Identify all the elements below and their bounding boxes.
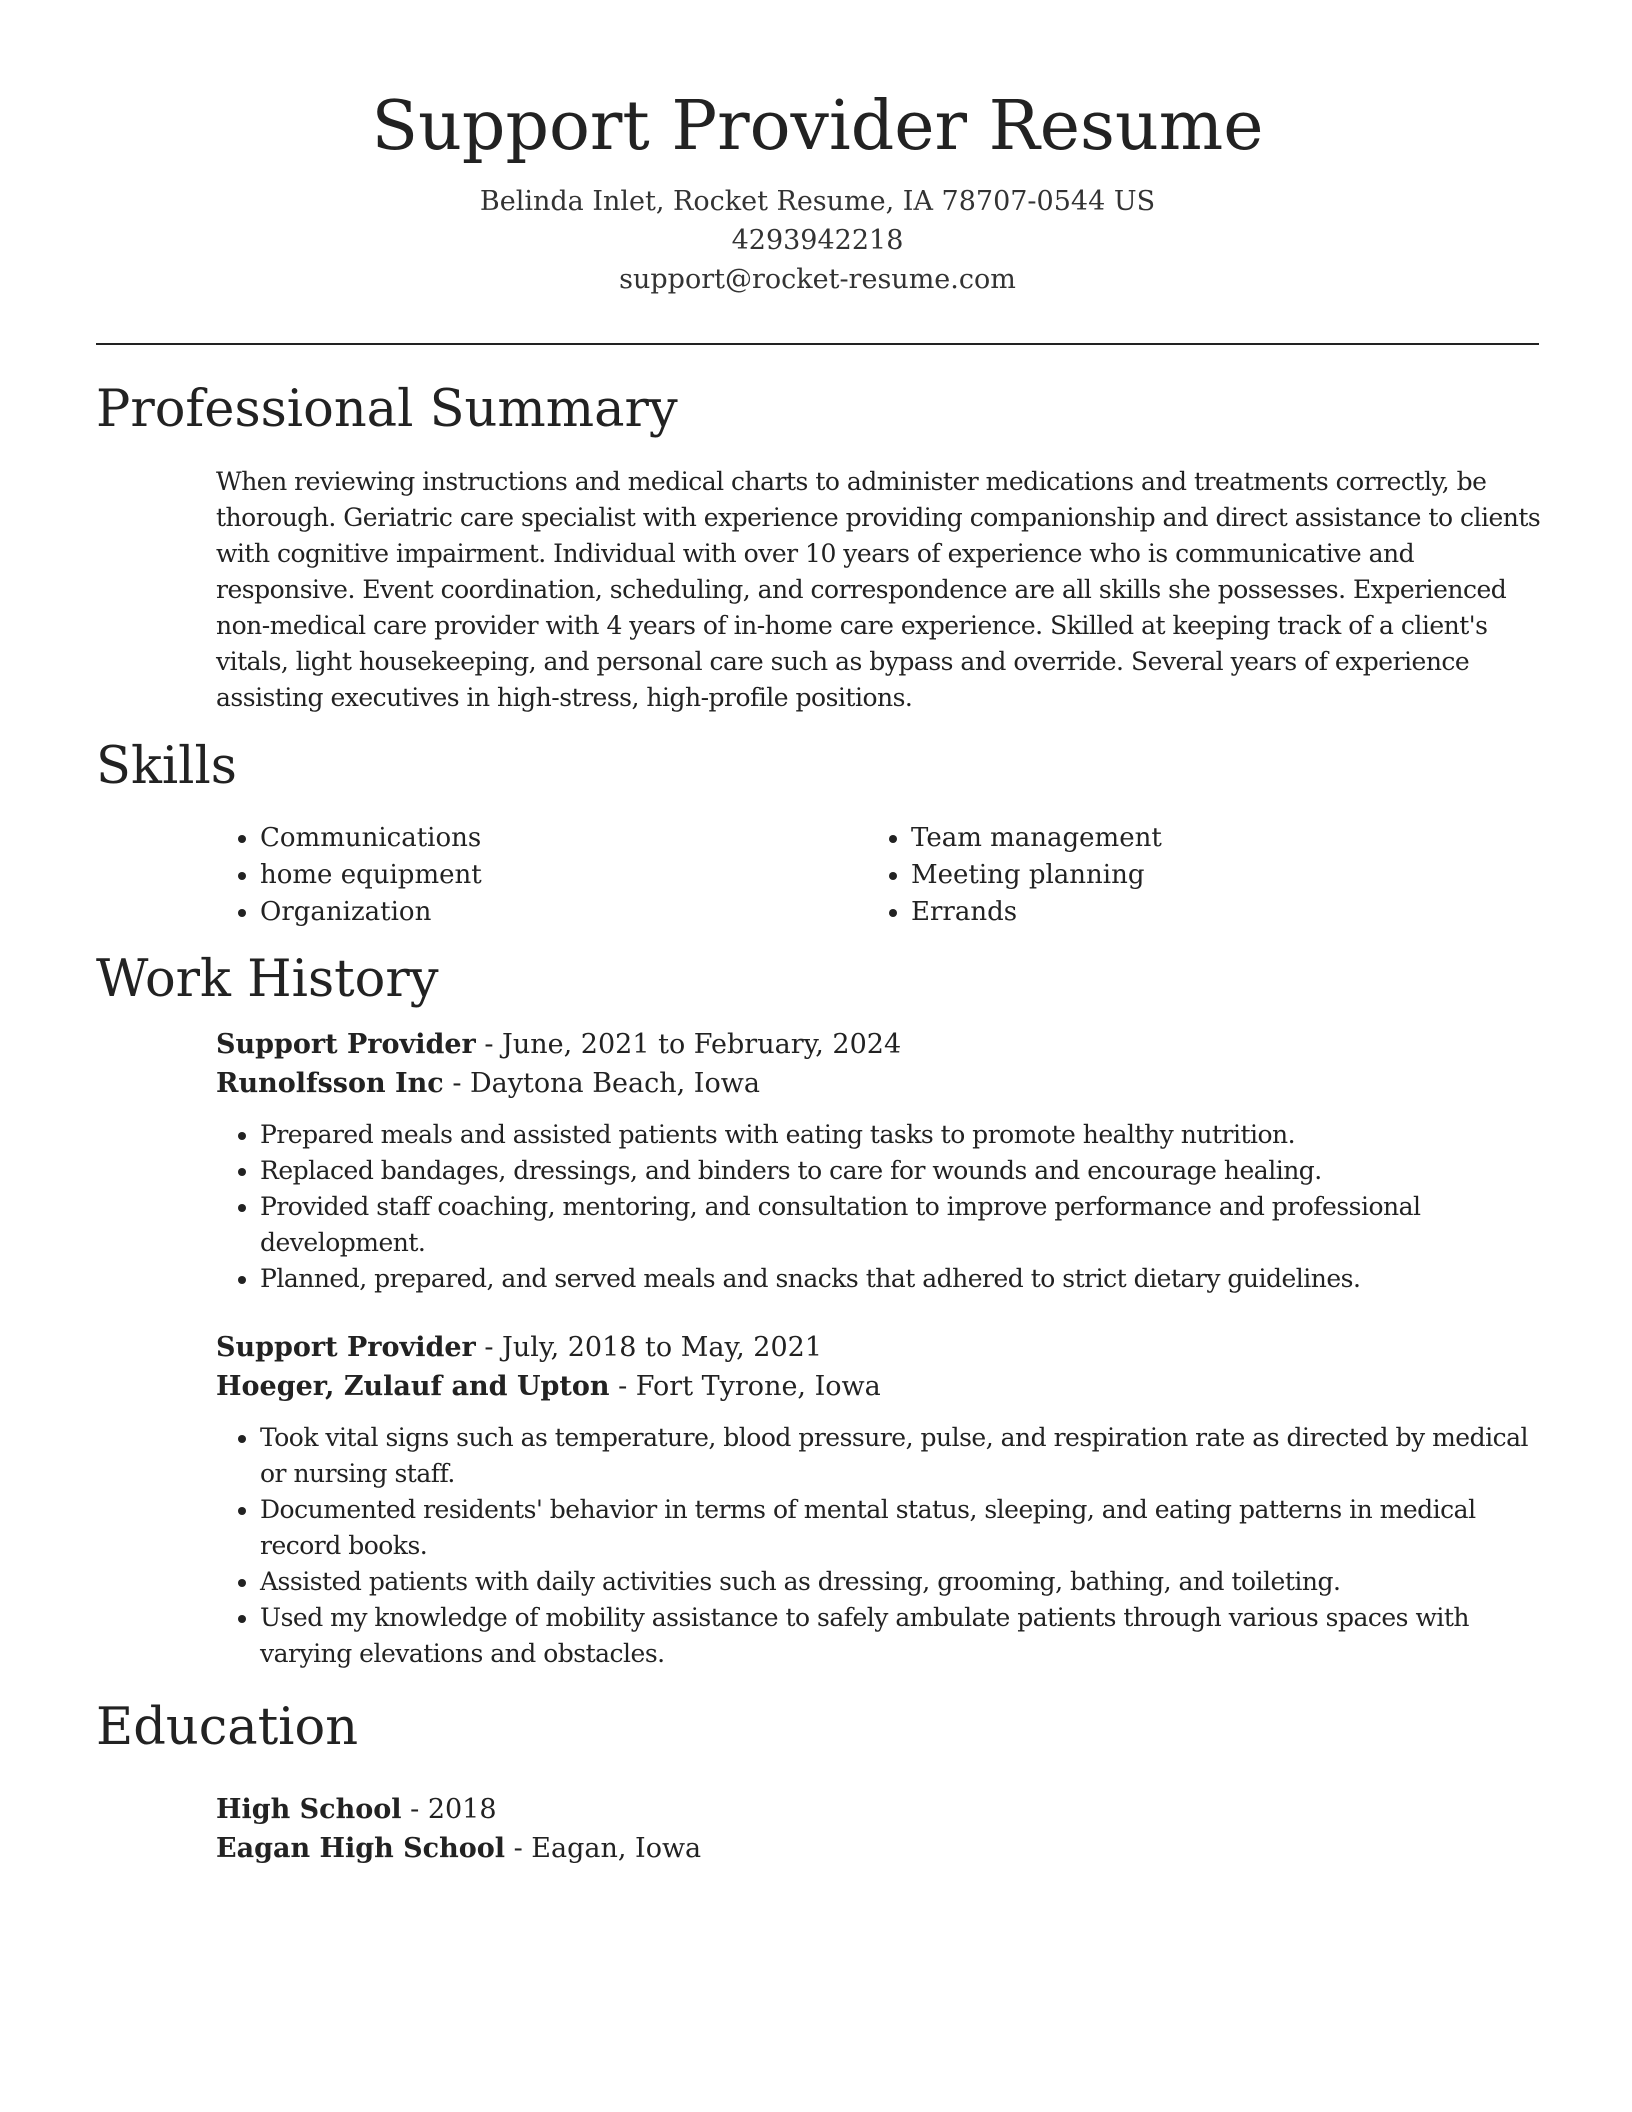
skills-column-left <box>216 820 867 931</box>
job-company-line <box>216 1064 1541 1103</box>
job-title-line <box>216 1328 1541 1367</box>
contact-info <box>96 182 1539 299</box>
job-duty: • Documented residents' behavior in terms of mental status, sleeping, and eating patterns in medical record books. <box>260 1492 1541 1564</box>
job-duties <box>216 1117 1541 1297</box>
job-entry <box>216 1025 1541 1297</box>
skill-item: • Organization <box>260 894 867 931</box>
job-dates: - June, 2021 to February, 2024 <box>475 1029 902 1060</box>
contact-address: Belinda Inlet, Rocket Resume, IA 78707-0544 US <box>479 186 1156 217</box>
summary-heading: Professional Summary <box>96 380 678 439</box>
skill-item: • home equipment <box>260 857 867 894</box>
work-history-heading: Work History <box>96 950 439 1009</box>
job-duty: • Prepared meals and assisted patients with eating tasks to promote healthy nutrition. <box>260 1117 1541 1153</box>
education-degree: High School <box>216 1794 402 1825</box>
education-heading: Education <box>96 1698 359 1757</box>
header-divider <box>96 343 1539 345</box>
skill-item: • Communications <box>260 820 867 857</box>
resume-title: Support Provider Resume <box>371 87 1264 166</box>
job-duty: • Provided staff coaching, mentoring, and consultation to improve performance and professional development. <box>260 1189 1541 1261</box>
education-entry <box>216 1790 1541 1868</box>
skills-list <box>216 820 1541 931</box>
contact-email: support@rocket-resume.com <box>619 264 1016 295</box>
job-title-line <box>216 1025 1541 1064</box>
job-duty: • Planned, prepared, and served meals and snacks that adhered to strict dietary guidelines. <box>260 1261 1541 1297</box>
job-duties <box>216 1420 1541 1672</box>
summary-text: When reviewing instructions and medical charts to administer medications and treatments correctly, be thorough. Geriatric care specialist with experience providing companionship and direct assistance to clients with cognitive impairment. Individual with over 10 years of experience who is communicative and responsive. Event coordination, scheduling, and correspondence are all skills she possesses. Experienced non-medical care provider with 4 years of in-home care experience. Skilled at keeping track of a client's vitals, light housekeeping, and personal care such as bypass and override. Several years of experience assisting executives in high-stress, high-profile positions. <box>216 467 1541 712</box>
education-school: Eagan High School <box>216 1833 505 1864</box>
skills-column-right <box>867 820 1518 931</box>
job-duty: • Used my knowledge of mobility assistance to safely ambulate patients through various spaces with varying elevations and obstacles. <box>260 1600 1541 1672</box>
resume-header <box>96 82 1539 299</box>
job-duty: • Took vital signs such as temperature, blood pressure, pulse, and respiration rate as directed by medical or nursing staff. <box>260 1420 1541 1492</box>
contact-phone: 4293942218 <box>731 225 904 256</box>
skill-item: • Team management <box>911 820 1518 857</box>
job-duty: • Replaced bandages, dressings, and binders to care for wounds and encourage healing. <box>260 1153 1541 1189</box>
job-company-line <box>216 1367 1541 1406</box>
education-location: - Eagan, Iowa <box>505 1833 702 1864</box>
skills-heading: Skills <box>96 737 237 796</box>
education-school-line <box>216 1829 1541 1868</box>
job-company: Hoeger, Zulauf and Upton <box>216 1371 610 1402</box>
skill-item: • Errands <box>911 894 1518 931</box>
job-role: Support Provider <box>216 1332 476 1363</box>
job-dates: - July, 2018 to May, 2021 <box>475 1332 823 1363</box>
education-degree-line <box>216 1790 1541 1829</box>
job-location: - Daytona Beach, Iowa <box>443 1068 760 1099</box>
job-entry <box>216 1328 1541 1672</box>
job-company: Runolfsson Inc <box>216 1068 444 1099</box>
job-role: Support Provider <box>216 1029 476 1060</box>
job-location: - Fort Tyrone, Iowa <box>609 1371 881 1402</box>
education-year: - 2018 <box>401 1794 497 1825</box>
skill-item: • Meeting planning <box>911 857 1518 894</box>
job-duty: • Assisted patients with daily activities such as dressing, grooming, bathing, and toileting. <box>260 1564 1541 1600</box>
